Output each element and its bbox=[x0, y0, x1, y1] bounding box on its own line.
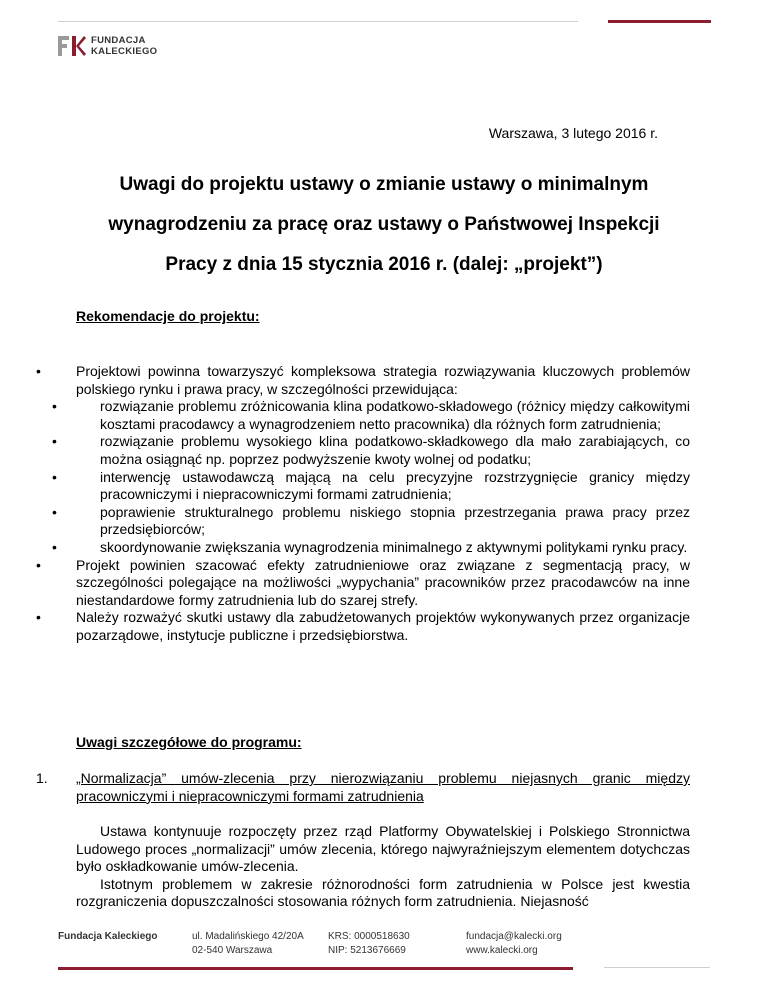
footer-email: fundacja@kalecki.org bbox=[466, 931, 562, 942]
sub-list-item-text: rozwiązanie problemu zróżnicowania klina podatkowo-składowego (różnicy między całkowitymi kosztami pracodawcy a wynagrodzeniem netto pracownika) dla różnych form zatrudnienia; bbox=[100, 398, 690, 432]
sub-list bbox=[52, 398, 690, 556]
bullet: • bbox=[36, 556, 41, 573]
list-item bbox=[36, 609, 690, 644]
header-accent-bar bbox=[608, 20, 711, 23]
sub-list-item-text: poprawienie strukturalnego problemu niskiego stopnia przestrzegania prawa pracy przez przedsiębiorców; bbox=[100, 503, 690, 538]
fk-logo-icon bbox=[58, 36, 86, 56]
foundation-logo bbox=[58, 35, 157, 57]
recommendations-list bbox=[36, 363, 690, 645]
recommendations-heading: Rekomendacje do projektu: bbox=[76, 308, 260, 324]
footer-krs: KRS: 0000518630 bbox=[328, 931, 410, 942]
bullet: • bbox=[52, 398, 57, 415]
list-item-text: Projektowi powinna towarzyszyć kompleksowa strategia rozwiązywania kluczowych problemów polskiego rynku i prawa pracy, w szczególności przewidująca: bbox=[76, 363, 690, 397]
body-text bbox=[76, 823, 690, 911]
bullet: • bbox=[36, 609, 41, 626]
bullet: • bbox=[36, 363, 41, 379]
footer-nip: NIP: 5213676669 bbox=[328, 945, 406, 956]
sub-list-item bbox=[36, 469, 690, 504]
list-item bbox=[36, 363, 690, 557]
numbered-item-1 bbox=[36, 770, 690, 805]
sub-list-item-text: rozwiązanie problemu wysokiego klina podatkowo-składkowego dla mało zarabiających, co można osiągnąć np. poprzez podwyższenie kwoty wolnej od podatku; bbox=[100, 433, 690, 467]
logo-line-1: FUNDACJA bbox=[91, 35, 146, 46]
document-date: Warszawa, 3 lutego 2016 r. bbox=[488, 125, 658, 141]
sub-list-item bbox=[36, 398, 690, 433]
footer-city: 02-540 Warszawa bbox=[192, 945, 273, 956]
sub-list-item bbox=[36, 504, 690, 539]
logo-line-2: KALECKIEGO bbox=[91, 46, 158, 57]
list-item-text: Projekt powinien szacować efekty zatrudnieniowe oraz związane z segmentacją pracy, w szczególności polegające na możliwości „wypychania” pracowników przez pracodawców na inne niestandardowe formy zatrudnienia lub do szarej strefy. bbox=[76, 556, 690, 608]
footer-accent-bar bbox=[58, 967, 573, 970]
footer-street: ul. Madalińskiego 42/20A bbox=[192, 931, 304, 942]
list-item bbox=[36, 557, 690, 610]
bullet: • bbox=[52, 468, 57, 485]
title-line-2: wynagrodzeniu za pracę oraz ustawy o Państwowej Inspekcji bbox=[108, 214, 660, 235]
bullet: • bbox=[52, 433, 57, 450]
sub-list-item-text: interwencję ustawodawczą mającą na celu precyzyjne rozstrzygnięcie granicy między pracowniczymi i niepracowniczymi formami zatrudnienia; bbox=[100, 468, 690, 503]
paragraph-2: Istotnym problemem w zakresie różnorodności form zatrudnienia w Polsce jest kwestia rozgraniczenia dopuszczalności stosowania różnych form zatrudnienia. Niejasność bbox=[76, 875, 690, 910]
paragraph-1: Ustawa kontynuuje rozpoczęty przez rząd Platformy Obywatelskiej i Polskiego Stronnictwa Ludowego proces „normalizacji” umów zlecenia, którego najwyraźniejszym elementem dotychczas było oskładkowanie umów-zlecenia. bbox=[76, 823, 690, 875]
footer-registry bbox=[328, 930, 410, 958]
footer-contact bbox=[466, 930, 562, 958]
detailed-remarks-heading: Uwagi szczegółowe do programu: bbox=[76, 734, 302, 750]
sub-list-item bbox=[36, 539, 690, 557]
bullet: • bbox=[52, 503, 57, 520]
item-heading: „Normalizacja” umów-zlecenia przy nierozwiązaniu problemu niejasnych granic między pracowniczymi i niepracowniczymi formami zatrudnienia bbox=[76, 770, 690, 804]
document-title bbox=[78, 165, 690, 285]
item-number: 1. bbox=[36, 770, 48, 786]
title-line-1: Uwagi do projektu ustawy o zmianie ustawy o minimalnym bbox=[119, 174, 649, 195]
header-rule bbox=[58, 21, 578, 22]
footer-address bbox=[192, 930, 304, 958]
title-line-3: Pracy z dnia 15 stycznia 2016 r. (dalej: „projekt”) bbox=[165, 254, 603, 275]
footer-org-name: Fundacja Kaleckiego bbox=[58, 931, 158, 942]
list-item-text: Należy rozważyć skutki ustawy dla zabudżetowanych projektów wykonywanych przez organizacje pozarządowe, instytucje publiczne i przedsiębiorstwa. bbox=[76, 609, 690, 643]
sub-list-item-text: skoordynowanie zwiększania wynagrodzenia minimalnego z aktywnymi politykami rynku pracy. bbox=[100, 538, 688, 555]
sub-list-item bbox=[36, 433, 690, 468]
bullet: • bbox=[52, 538, 57, 555]
footer-website: www.kalecki.org bbox=[466, 945, 538, 956]
footer-rule bbox=[604, 967, 710, 968]
